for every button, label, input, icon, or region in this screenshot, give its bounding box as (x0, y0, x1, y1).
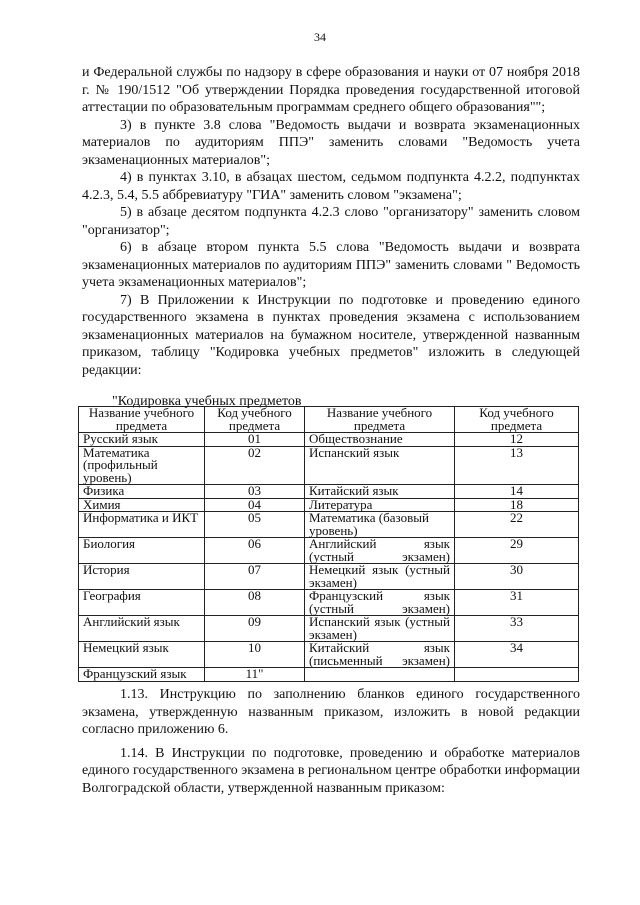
subject-code: 07 (205, 564, 305, 590)
paragraph: 4) в пунктах 3.10, в абзацах шестом, седьмом подпункта 4.2.2, подпунктах 4.2.3, 5.4, 5.5 аббревиатуру "ГИА" заменить словом "экзамена"; (82, 170, 580, 203)
subject-code: 34 (455, 642, 579, 668)
subject-name (305, 668, 455, 682)
subject-name: Русский язык (79, 433, 205, 447)
paragraph: 5) в абзаце десятом подпункта 4.2.3 слово "организатору" заменить словом "организатор"; (82, 205, 580, 238)
table-row (79, 668, 579, 682)
header-subject-code: Код учебного предмета (455, 407, 579, 433)
table-row (79, 590, 579, 616)
subject-codes-table (78, 406, 579, 682)
table-row (79, 616, 579, 642)
subject-name: Английский язык (устный экзамен) (305, 538, 455, 564)
table-row (79, 538, 579, 564)
body-text-top (82, 64, 580, 379)
subject-name: Китайский язык (письменный экзамен) (305, 642, 455, 668)
body-text-bottom (82, 686, 580, 797)
paragraph: 1.13. Инструкцию по заполнению бланков единого государственного экзамена, утвержденную названным приказом, изложить в новой редакции согласно приложению 6. (82, 687, 580, 737)
header-subject-code: Код учебного предмета (205, 407, 305, 433)
subject-name: Математика (профильный уровень) (79, 446, 205, 485)
paragraph: 6) в абзаце втором пункта 5.5 слова "Ведомость выдачи и возврата экзаменационных материалов по аудиториям ППЭ" заменить словами " Ведомость учета экзаменационных материалов"; (82, 240, 580, 290)
table-caption: "Кодировка учебных предметов (112, 394, 302, 409)
table-header-row (79, 407, 579, 433)
subject-code: 08 (205, 590, 305, 616)
subject-name: История (79, 564, 205, 590)
table-row (79, 485, 579, 499)
subject-code: 33 (455, 616, 579, 642)
subject-code: 30 (455, 564, 579, 590)
subject-code: 18 (455, 498, 579, 512)
paragraph: 7) В Приложении к Инструкции по подготовке и проведению единого государственного экзамена в пунктах проведения экзамена с использованием экзаменационных материалов на бумажном носителе, утвержденной названным приказом, таблицу "Кодировка учебных предметов" изложить в следующей редакции: (82, 292, 580, 378)
subject-name: Немецкий язык (устный экзамен) (305, 564, 455, 590)
subject-name: Английский язык (79, 616, 205, 642)
subject-name: Литература (305, 498, 455, 512)
paragraph: 1.14. В Инструкции по подготовке, проведению и обработке материалов единого государственного экзамена в региональном центре обработки информации Волгоградской области, утвержденной названным приказом: (82, 745, 580, 796)
subject-name: Информатика и ИКТ (79, 512, 205, 538)
subject-code: 22 (455, 512, 579, 538)
header-subject-name: Название учебного предмета (305, 407, 455, 433)
subject-name: География (79, 590, 205, 616)
table-row (79, 564, 579, 590)
subject-code: 02 (205, 446, 305, 485)
subject-name: Французский язык (79, 668, 205, 682)
subject-name: Обществознание (305, 433, 455, 447)
subject-code: 10 (205, 642, 305, 668)
subject-code: 04 (205, 498, 305, 512)
subject-code: 01 (205, 433, 305, 447)
subject-code: 13 (455, 446, 579, 485)
subject-code (455, 668, 579, 682)
subject-code: 14 (455, 485, 579, 499)
subject-code: 12 (455, 433, 579, 447)
table-row (79, 512, 579, 538)
table-row (79, 642, 579, 668)
subject-name: Биология (79, 538, 205, 564)
subject-name: Китайский язык (305, 485, 455, 499)
table-row (79, 433, 579, 447)
subject-name: Французский язык (устный экзамен) (305, 590, 455, 616)
subject-name: Испанский язык (устный экзамен) (305, 616, 455, 642)
subject-code: 09 (205, 616, 305, 642)
subject-code: 06 (205, 538, 305, 564)
subject-name: Физика (79, 485, 205, 499)
page-number: 34 (314, 30, 326, 44)
subject-name: Математика (базовый уровень) (305, 512, 455, 538)
subject-code: 11" (205, 668, 305, 682)
subject-name: Немецкий язык (79, 642, 205, 668)
subject-code: 05 (205, 512, 305, 538)
table-row (79, 446, 579, 485)
subject-code: 29 (455, 538, 579, 564)
subject-name: Химия (79, 498, 205, 512)
subject-name: Испанский язык (305, 446, 455, 485)
subject-code: 31 (455, 590, 579, 616)
subject-code: 03 (205, 485, 305, 499)
paragraph: 3) в пункте 3.8 слова "Ведомость выдачи и возврата экзаменационных материалов по аудиториям ППЭ" заменить словами "Ведомость учета экзаменационных материалов"; (82, 117, 580, 168)
paragraph: и Федеральной службы по надзору в сфере образования и науки от 07 ноября 2018 г. № 190/1512 "Об утверждении Порядка проведения государственной итоговой аттестации по образовательным программам среднего общего образования""; (82, 65, 580, 115)
header-subject-name: Название учебного предмета (79, 407, 205, 433)
